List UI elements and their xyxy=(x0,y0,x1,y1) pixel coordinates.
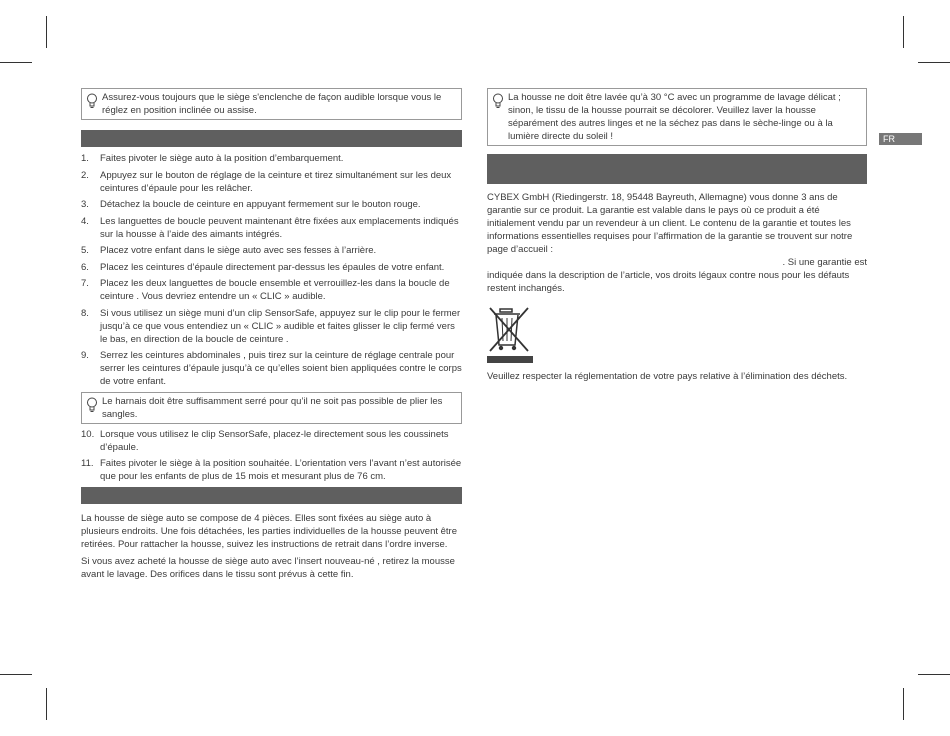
warranty-paragraph: CYBEX GmbH (Riedingerstr. 18, 95448 Bayreuth, Allemagne) vous donne 3 ans de garantie sur ce produit. La garantie est valable dans le pays où ce produit a été initialement vendu par un revendeur à un client. Le contenu de la garantie et toutes les informations essentielles requises pour l’affirmation de la garantie se trouvent sur notre page d’accueil : xyxy=(487,192,853,255)
step-item: 5. Placez votre enfant dans le siège auto avec ses fesses à l’arrière. xyxy=(81,245,377,256)
info-note xyxy=(487,88,867,146)
step-item: 10. Lorsque vous utilisez le clip SensorSafe, placez-le directement sous les coussinets d’épaule. xyxy=(81,428,449,453)
cover-paragraph: La housse de siège auto se compose de 4 pièces. Elles sont fixées au siège auto à plusieurs endroits. Une fois détachées, les parties individuelles de la housse peuvent être retirées. Pour rattacher la housse, suivez les instructions de retrait dans l’ordre inverse. xyxy=(81,513,458,550)
crop-mark xyxy=(46,688,47,720)
section-header-bar xyxy=(81,487,462,504)
note-text: La housse ne doit être lavée qu’à 30 °C avec un programme de lavage délicat ; sinon, le tissu de la housse pourrait se décolorer. Veuillez laver la housse séparément des autres linges et ne la séchez pas dans le sèche-linge ou à la lumière directe du soleil ! xyxy=(508,92,841,142)
left-column xyxy=(81,88,462,581)
crop-mark xyxy=(46,16,47,48)
step-item: 2. Appuyez sur le bouton de réglage de la ceinture et tirez simultanément sur les deux ceintures d’épaule pour les relâcher. xyxy=(81,169,452,194)
step-item: 3. Détachez la boucle de ceinture en appuyant fermement sur le bouton rouge. xyxy=(81,199,421,210)
crop-mark xyxy=(918,62,950,63)
info-note xyxy=(81,88,462,120)
note-text: Assurez-vous toujours que le siège s'enclenche de façon audible lorsque vous le réglez en position inclinée ou assise. xyxy=(102,92,442,116)
crop-mark xyxy=(903,688,904,720)
section-header-bar xyxy=(81,130,462,147)
crossed-bin-icon xyxy=(487,305,533,363)
warranty-tail: . Si une garantie est xyxy=(782,257,867,268)
warranty-paragraph: indiquée dans la description de l’article, vos droits légaux contre nous pour les défauts restent inchangés. xyxy=(487,270,850,294)
lightbulb-icon xyxy=(492,93,504,109)
step-item: 9. Serrez les ceintures abdominales , puis tirez sur la ceinture de réglage centrale pour serrer les ceintures d’épaule jusqu’à ce qu’elles soient bien appliquées contre le corps de votre enfant. xyxy=(81,350,462,387)
crop-mark xyxy=(918,674,950,675)
section-header-bar xyxy=(487,154,867,184)
step-item: 6. Placez les ceintures d’épaule directement par-dessus les épaules de votre enfant. xyxy=(81,261,445,273)
crop-mark xyxy=(0,62,32,63)
crop-mark xyxy=(0,674,32,675)
steps-list xyxy=(81,428,462,484)
step-item: 4. Les languettes de boucle peuvent maintenant être fixées aux emplacements indiqués sur la housse à l’aide des aimants intégrés. xyxy=(81,215,459,240)
language-tab: FR xyxy=(879,133,922,145)
disposal-paragraph: Veuillez respecter la réglementation de votre pays relative à l’élimination des déchets. xyxy=(487,371,848,382)
crop-mark xyxy=(903,16,904,48)
lightbulb-icon xyxy=(86,397,98,413)
step-item: 11. Faites pivoter le siège à la position souhaitée. L’orientation vers l’avant n’est autorisée que pour les enfants de plus de 15 mois et mesurant plus de 76 cm. xyxy=(81,458,462,482)
info-note xyxy=(81,392,462,424)
step-item: 1. Faites pivoter le siège auto à la position d’embarquement. xyxy=(81,153,344,164)
steps-list xyxy=(81,152,462,388)
lightbulb-icon xyxy=(86,93,98,109)
note-text: Le harnais doit être suffisamment serré pour qu’il ne soit pas possible de plier les sangles. xyxy=(102,395,443,420)
cover-paragraph: Si vous avez acheté la housse de siège auto avec l’insert nouveau-né , retirez la mousse avant le lavage. Des orifices dans le tissu sont prévus à cette fin. xyxy=(81,556,455,580)
step-item: 7. Placez les deux languettes de boucle ensemble et verrouillez-les dans la boucle de ceinture . Vous devriez entendre un « CLIC » audible. xyxy=(81,278,450,302)
step-item: 8. Si vous utilisez un siège muni d’un clip SensorSafe, appuyez sur le clip pour le fermer jusqu’à ce que vous entendiez un « CLIC » audible et faites glisser le clip fermé vers le bas, en direction de la boucle de ceinture . xyxy=(81,307,461,345)
right-column xyxy=(487,88,867,383)
